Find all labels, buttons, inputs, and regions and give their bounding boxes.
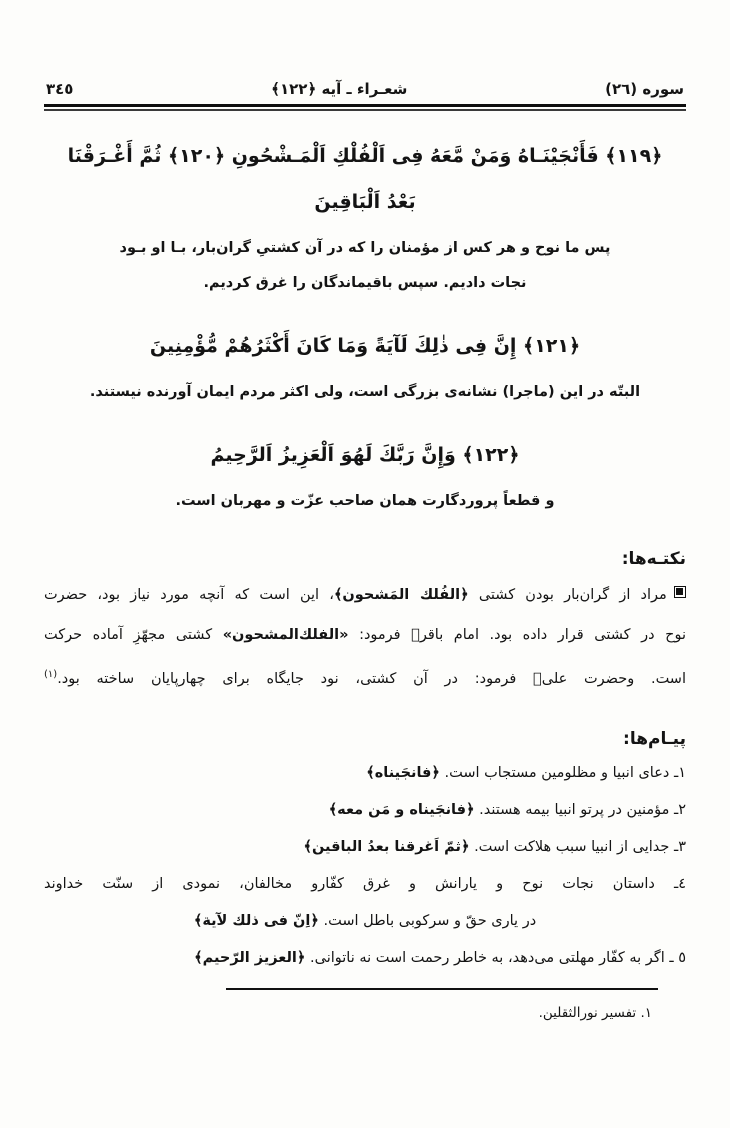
- sura-label: سوره (٢٦): [605, 80, 684, 98]
- message-item-4: [44, 866, 686, 940]
- footnote-reference: (١): [44, 669, 58, 680]
- message-text: ٥ ـ اگر به کفّار مهلتی می‌دهد، به خاطر رحمت است نه ناتوانی.: [305, 949, 686, 966]
- quran-quote: ﴿اِنّ فی ذلك لآیة﴾: [193, 912, 319, 929]
- verse-arabic-121: [44, 323, 686, 369]
- translation-line: البتّه در این (ماجرا) نشانه‌ی بزرگی است، ولی اکثر مردم ایمان آورنده نیستند.: [89, 384, 641, 400]
- message-line: [44, 903, 686, 940]
- header-title: شعـراء ـ آیه ﴿١٢٢﴾: [271, 80, 408, 98]
- notes-text: است. وحضرت علیؑ فرمود: در آن کشتی، نود جایگاه برای چهارپایان ساخته بود.: [57, 670, 686, 687]
- notes-line: [44, 575, 686, 615]
- verse-translation-122: [44, 484, 686, 519]
- page-header: [44, 80, 686, 102]
- verse-translation-121: [44, 375, 686, 410]
- translation-line: و قطعاً پروردگارت همان صاحب عزّت و مهربان است.: [175, 493, 555, 509]
- quran-quote: ﴿الفُلك المَشحون﴾: [333, 587, 469, 603]
- notes-line: [44, 655, 686, 699]
- message-item-3: [44, 829, 686, 866]
- notes-text: کشتی مجهّزِ آماده حرکت: [44, 627, 223, 643]
- quran-quote: ﴿فانجَیناه و مَن معه﴾: [328, 801, 475, 818]
- verse-arabic-122: [44, 432, 686, 478]
- notes-text: ، این است که آنچه مورد نیاز بود، حضرت: [44, 587, 334, 603]
- message-text: ٢ـ مؤمنین در پرتو انبیا بیمه هستند.: [474, 801, 686, 818]
- verse-arabic-line: بَعْدُ اَلْبَاقِينَ: [314, 191, 416, 213]
- notes-line: [44, 615, 686, 655]
- verse-arabic-line: ﴿١١٩﴾ فَأَنْجَيْنَـاهُ وَمَنْ مَّعَهُ فِى اَلْفُلْكِ اَلْمَـشْحُونِ ﴿١٢٠﴾ ثُمَّ أَغْـرَقْنَا: [67, 145, 663, 167]
- messages-list: [44, 755, 686, 977]
- page-number: ٣٤٥: [46, 80, 74, 98]
- verse-arabic-119-120: [44, 133, 686, 225]
- messages-heading: پیـام‌ها:: [623, 728, 686, 749]
- verse-arabic-line: ﴿١٢٢﴾ وَإِنَّ رَبَّكَ لَهُوَ اَلْعَزِيزُ اَلرَّحِيمُ: [210, 444, 520, 466]
- verse-arabic-line: ﴿١٢١﴾ إِنَّ فِى ذٰلِكَ لَآيَةً وَمَا كَانَ أَكْثَرُهُمْ مُّؤْمِنِينَ: [149, 335, 581, 357]
- message-text: در یاری حقّ و سرکوبی باطل است.: [318, 912, 537, 929]
- quran-quote: ﴿فانجَیناه﴾: [366, 764, 440, 781]
- hadith-quote: «الفلك‌المشحون»: [222, 627, 349, 643]
- message-item-5: [44, 940, 686, 977]
- header-rule-thin: [44, 109, 686, 111]
- notes-text: نوح در کشتی قرار داده بود. امام باقرؑ فرمود:: [348, 627, 686, 643]
- message-text: ١ـ دعای انبیا و مظلومین مستجاب است.: [439, 764, 686, 781]
- message-item-2: [44, 792, 686, 829]
- footnote: [44, 988, 686, 1028]
- translation-line: نجات دادیم. سپس باقیماندگان را غرق کردیم.: [203, 275, 527, 291]
- notes-paragraph: [44, 575, 686, 699]
- verse-translation-119-120: [44, 231, 686, 301]
- notes-heading: نکتـه‌ها:: [621, 549, 686, 569]
- notes-text: مراد از گران‌بار بودن کشتی: [468, 587, 667, 603]
- message-text: ٤ـ داستان نجات نوح و یارانش و غرق کفّارو مخالفان، نمودی از سنّت خداوند: [44, 875, 686, 892]
- quran-quote: ﴿ثمّ اَغرقنا بعدُ الباقین﴾: [303, 838, 470, 855]
- header-rule-thick: [44, 104, 686, 107]
- message-text: ٣ـ جدایی از انبیا سبب هلاکت است.: [469, 838, 686, 855]
- quran-quote: ﴿العزیز الرّحیم﴾: [194, 949, 306, 966]
- footnote-text: ١. تفسیر نورالثقلین.: [538, 1005, 652, 1021]
- message-item-1: [44, 755, 686, 792]
- square-bullet-icon: [674, 586, 686, 598]
- translation-line: پس ما نوح و هر کس از مؤمنان را که در آن کشتیِ گران‌بار، بـا او بـود: [119, 240, 611, 256]
